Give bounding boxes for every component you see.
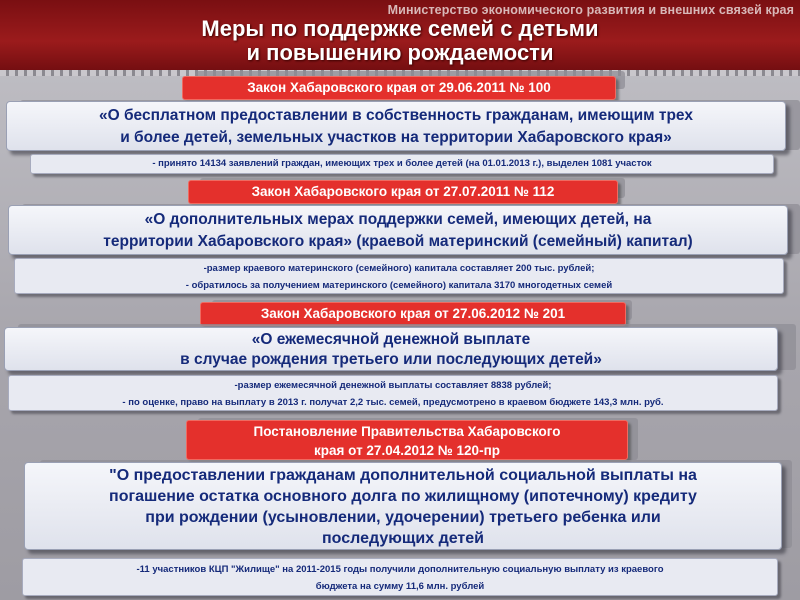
law-title-100: Закон Хабаровского края от 29.06.2011 № 100: [182, 76, 616, 100]
page-title: [0, 17, 800, 65]
description-line: и более детей, земельных участков на территории Хабаровского края»: [120, 129, 672, 146]
description-line: в случае рождения третьего или последующих детей»: [180, 351, 602, 368]
note-line: - по оценке, право на выплату в 2013 г. получат 2,2 тыс. семей, предусмотрено в краевом бюджете 143,3 млн. руб.: [122, 397, 664, 408]
description-line: при рождении (усыновлении, удочерении) третьего ребенка или: [145, 509, 661, 526]
description-line: последующих детей: [322, 530, 484, 547]
description-line: погашение остатка основного долга по жилищному (ипотечному) кредиту: [109, 488, 697, 505]
title-line: Меры по поддержке семей с детьми: [201, 16, 599, 41]
law-notes-201: [8, 375, 778, 411]
ministry-name: Министерство экономического развития и внешних связей края: [387, 3, 794, 17]
law-title-line: Постановление Правительства Хабаровского: [253, 424, 561, 439]
law-title-112: Закон Хабаровского края от 27.07.2011 № 112: [188, 180, 618, 204]
note-line: -11 участников КЦП "Жилище" на 2011-2015 годы получили дополнительную социальную выплату из краевого: [136, 564, 664, 575]
note-line: бюджета на сумму 11,6 млн. рублей: [315, 581, 485, 592]
law-title-120-pr: [186, 420, 628, 460]
law-notes-112: [14, 258, 784, 294]
note-line: -размер краевого материнского (семейного) капитала составляет 200 тыс. рублей;: [203, 263, 595, 274]
description-line: «О дополнительных мерах поддержки семей, имеющих детей, на: [144, 211, 652, 228]
law-title-line: края от 27.04.2012 № 120-пр: [314, 443, 500, 458]
note-line: - обратилось за получением материнского (семейного) капитала 3170 многодетных семей: [185, 280, 613, 291]
law-description-120-pr: [24, 462, 782, 550]
law-note-100: - принято 14134 заявлений граждан, имеющих трех и более детей (на 01.01.2013 г.), выделен 1081 участок: [30, 154, 774, 174]
law-description-100: [6, 101, 786, 151]
law-description-201: [4, 327, 778, 371]
description-line: "О предоставлении гражданам дополнительной социальной выплаты на: [109, 467, 697, 484]
description-line: «О бесплатном предоставлении в собственность гражданам, имеющим трех: [99, 107, 693, 124]
description-line: территории Хабаровского края» (краевой материнский (семейный) капитал): [103, 233, 693, 250]
title-line: и повышению рождаемости: [246, 40, 554, 65]
description-line: «О ежемесячной денежной выплате: [251, 331, 531, 348]
law-description-112: [8, 205, 788, 255]
law-title-201: Закон Хабаровского края от 27.06.2012 № 201: [200, 302, 626, 326]
note-line: -размер ежемесячной денежной выплаты составляет 8838 рублей;: [234, 380, 552, 391]
law-notes-120-pr: [22, 558, 778, 596]
